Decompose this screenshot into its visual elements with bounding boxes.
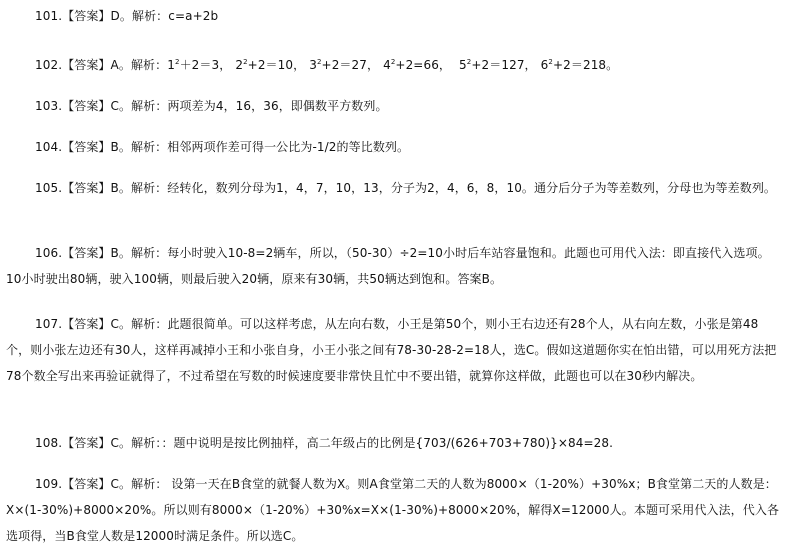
explanation-label: 解析： [130,181,168,195]
answer-choice: C。 [110,436,132,450]
term-3: $3^2+2=27$， [309,58,380,72]
item-number: 101. [35,9,63,23]
answer-item-103 [6,93,780,119]
explanation-label: 解析： [130,140,168,154]
explanation-label: 解析： [130,58,168,72]
item-number: 106. [35,246,63,260]
answer-item-101 [6,3,780,29]
term-2: $2^2+2=10$， [235,58,306,72]
term-1: $1^2+2=3$， [167,58,232,72]
answer-tag: 【答案】 [62,140,111,154]
item-number: 102. [35,58,63,72]
answer-item-102 [6,52,780,78]
explanation-text: ：题中说明是按比例抽样，高二年级占的比例是{703/(626+703+780)}×84=28. [161,436,614,450]
explanation-text: 经转化，数列分母为1，4，7，10，13，分子为2，4，6，8，10。通分后分子为等差数列，分母也为等差数列。 [167,181,777,195]
answer-item-109 [6,471,780,549]
term-6: $6^2+2=218$。 [540,58,619,72]
answer-choice: C。 [110,99,132,113]
answer-tag: 【答案】 [62,246,111,260]
explanation-text: 相邻两项作差可得一公比为-1/2的等比数列。 [167,140,410,154]
term-4: $4^2+2=66$， [383,58,452,72]
answer-choice: B。 [110,140,131,154]
answer-item-105 [6,175,780,201]
explanation-label: 解析： [130,246,168,260]
answer-tag: 【答案】 [62,58,111,72]
item-number: 108. [35,436,63,450]
item-number: 109. [35,477,63,491]
explanation-label: 解析： [131,99,168,113]
answer-tag: 【答案】 [62,436,111,450]
answer-tag: 【答案】 [62,9,111,23]
explanation-text: 设第一天在B食堂的就餐人数为X。则A食堂第二天的人数为8000×（1-20%）+30%x；B食堂第二天的人数是：X×(1-30%)+8000×20%。所以则有8000×（1-20%）+30%x=X×(1-30%)+8000×20%，解得X=12000人。本题可采用代入法，代入各选项得，当B食堂人数是12000时满足条件。所以选C。 [6,477,780,543]
explanation-text: 每小时驶入10-8=2辆车，所以，（50-30）÷2=10小时后车站容量饱和。此题也可用代入法：即直接代入选项。10小时驶出80辆，驶入100辆，则最后驶入20辆，原来有30辆，共50辆达到饱和。答案B。 [6,246,770,286]
item-number: 104. [35,140,63,154]
answer-choice: C。 [110,477,132,491]
explanation-text: 此题很简单。可以这样考虑，从左向右数，小王是第50个，则小王右边还有28个人，从右向左数，小张是第48个，则小张左边还有30人，这样再减掉小王和小张自身，小王小张之间有78-30-28-2=18人，选C。假如这道题你实在怕出错，可以用死方法把78个数全写出来再验证就得了，不过希望在写数的时候速度要非常快且忙中不要出错，就算你这样做，此题也可以在30秒内解决。 [6,317,777,383]
answer-tag: 【答案】 [62,477,111,491]
answer-choice: A。 [110,58,131,72]
answer-item-104 [6,134,780,160]
explanation-label: 解析： [131,436,162,450]
answer-choice: D。 [110,9,132,23]
answer-item-106 [6,240,780,292]
answer-item-108 [6,430,780,456]
explanation-label: 解析： [131,9,169,23]
term-5: $5^2+2=127$， [459,58,537,72]
answer-choice: B。 [110,181,131,195]
answer-tag: 【答案】 [62,181,111,195]
explanation-label: 解析： [131,477,168,491]
explanation-text: c=a+2b [168,9,219,23]
answer-item-107 [6,311,780,389]
item-number: 107. [35,317,63,331]
answer-choice: B。 [110,246,131,260]
explanation-text: 两项差为4，16，36，即偶数平方数列。 [167,99,388,113]
explanation-label: 解析： [131,317,168,331]
answer-tag: 【答案】 [62,99,111,113]
answer-choice: C。 [110,317,132,331]
item-number: 105. [35,181,63,195]
item-number: 103. [35,99,63,113]
answer-tag: 【答案】 [62,317,111,331]
